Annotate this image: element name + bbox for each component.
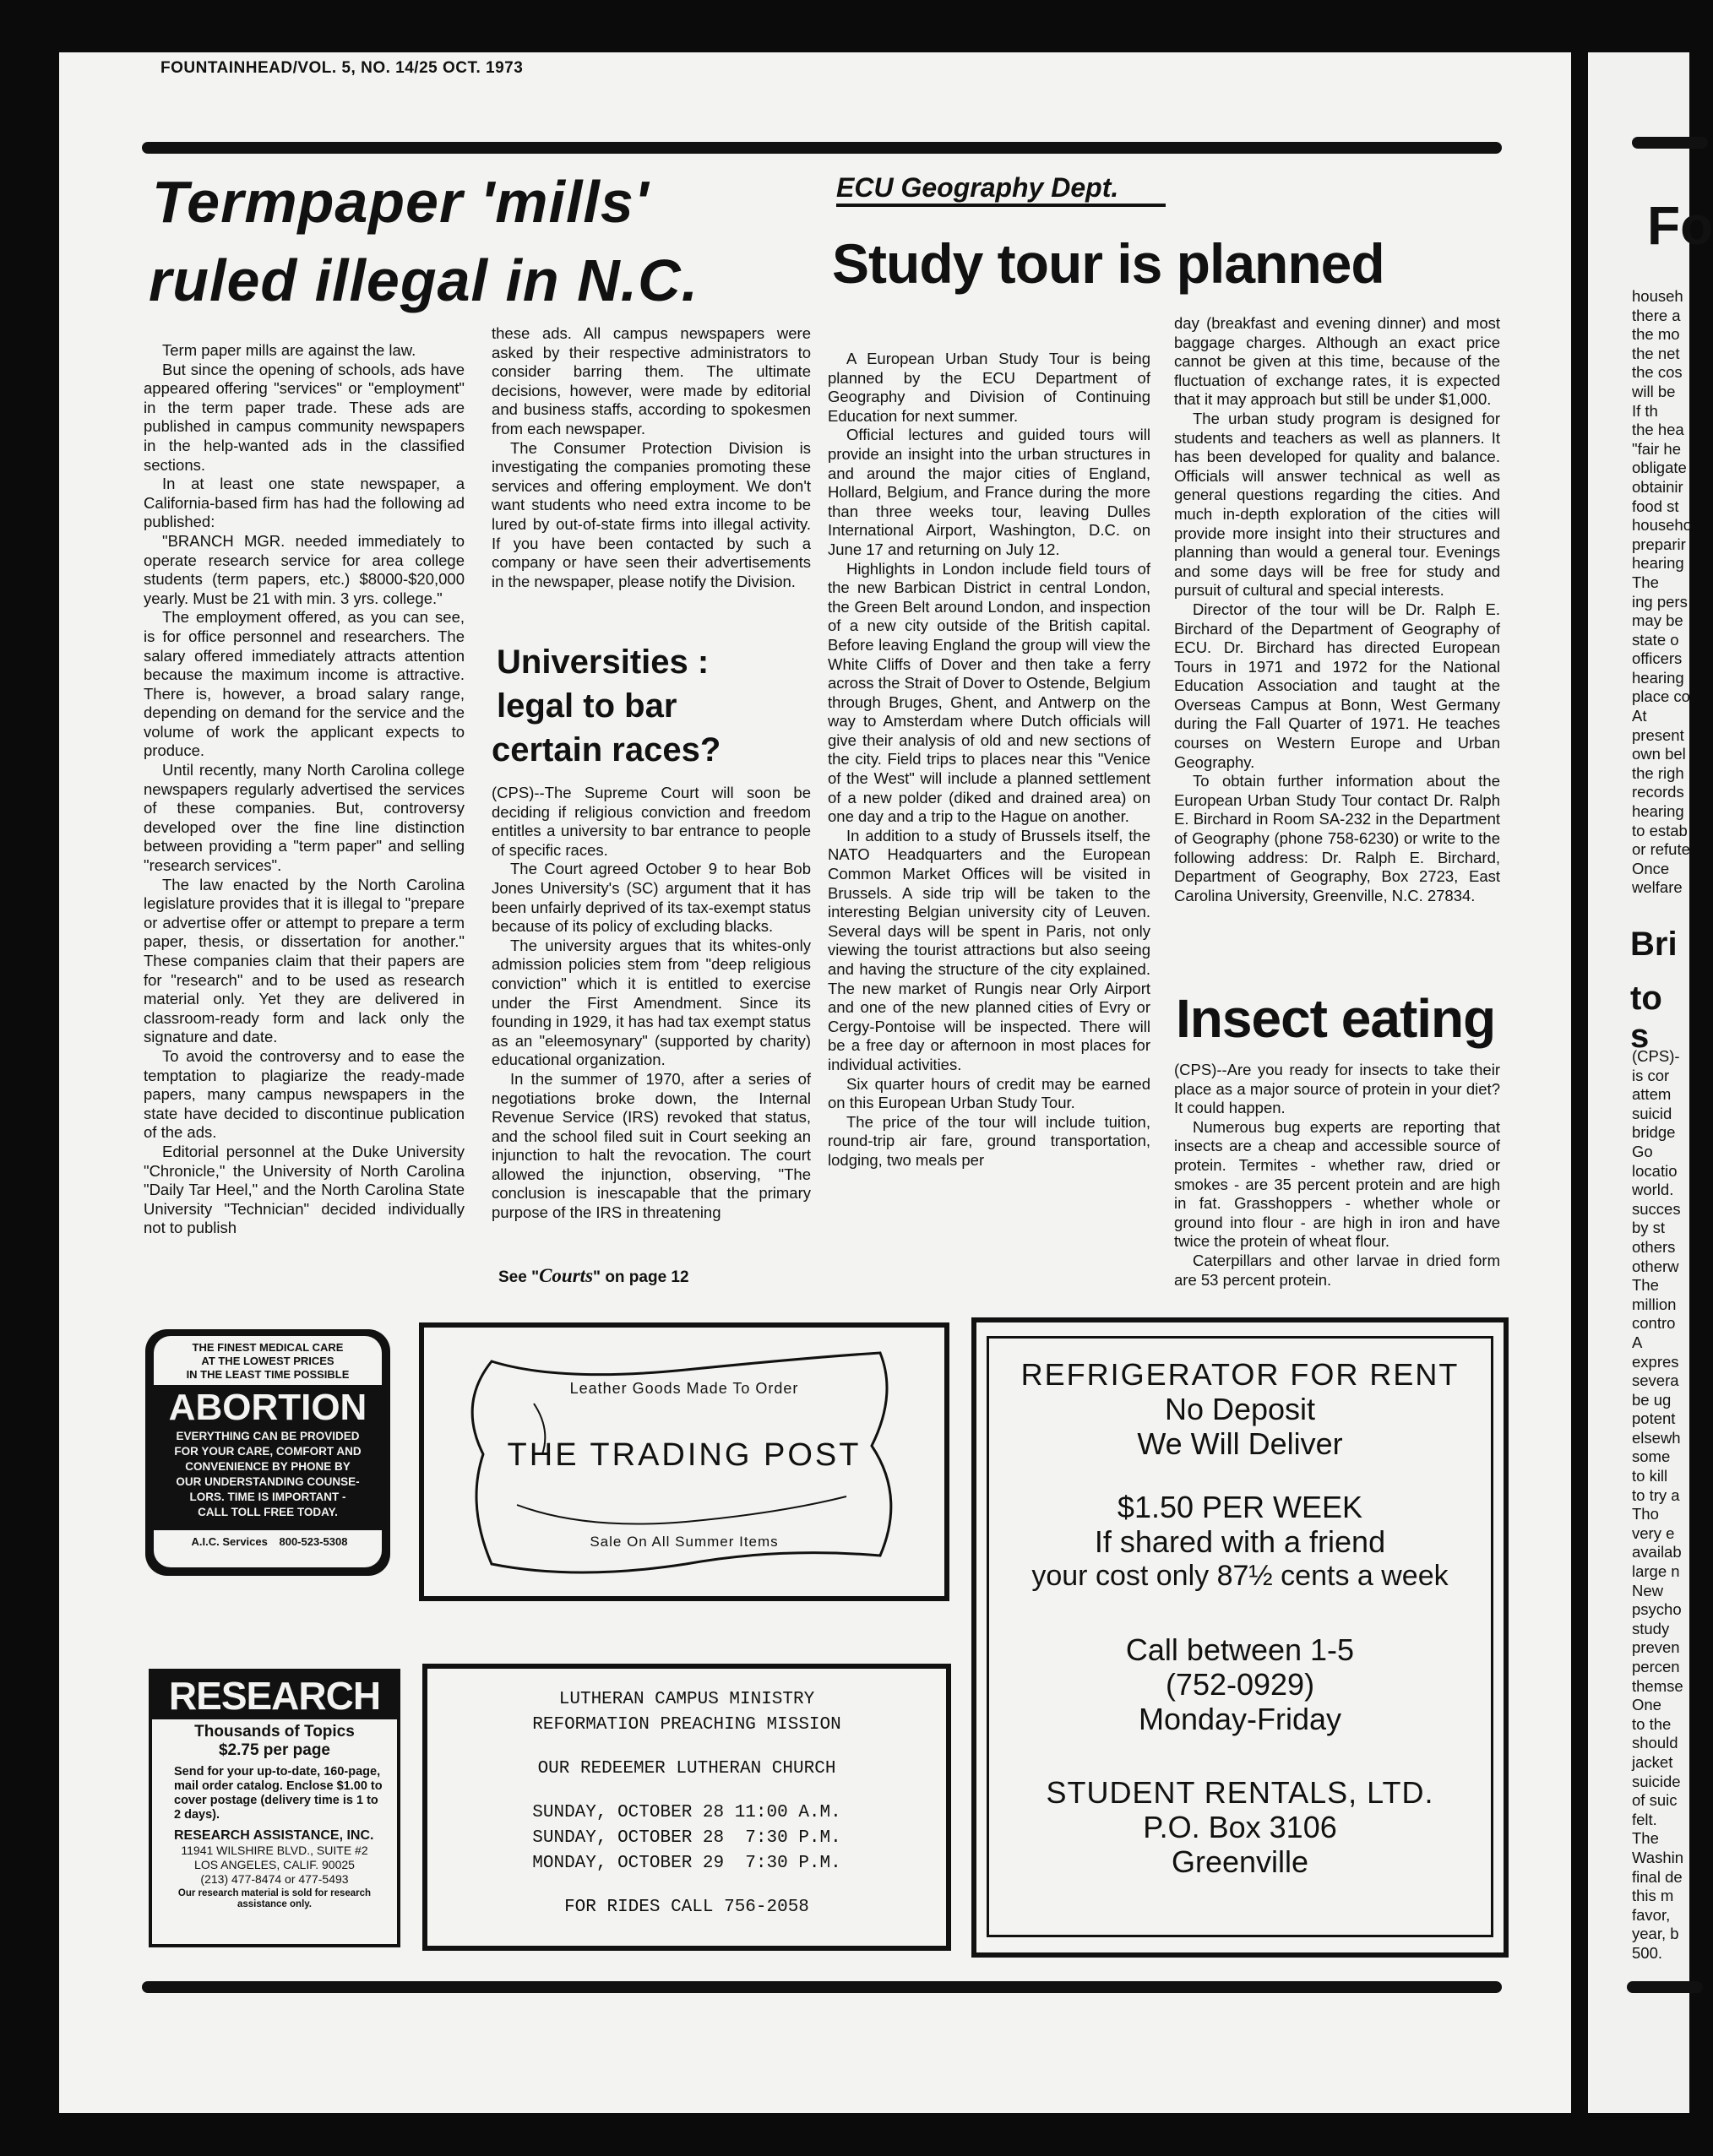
fridge-line-7: Call between 1-5 bbox=[1125, 1632, 1355, 1667]
right-column-line: the hea bbox=[1632, 421, 1684, 439]
jump-see: See " bbox=[498, 1268, 540, 1286]
article-paragraph: But since the opening of schools, ads have appeared offering "services" or "employment" in the term paper trade. These ads are published in campus community newspapers in the help-wanted ads in the classified sections. bbox=[144, 360, 465, 474]
universities-column bbox=[492, 784, 811, 1223]
article-paragraph: day (breakfast and evening dinner) and most baggage charges. Although an exact price cannot be given at this time, because of the fluctuation of exchange rates, it is expected that it may approach but still be under $1,000. bbox=[1174, 314, 1500, 409]
insect-headline: Insect eating bbox=[1176, 988, 1496, 1049]
research-addr-2: LOS ANGELES, CALIF. 90025 bbox=[194, 1858, 355, 1871]
right-column-line: by st bbox=[1632, 1219, 1666, 1237]
right-column-line: the righ bbox=[1632, 763, 1684, 782]
lutheran-ad bbox=[422, 1664, 951, 1951]
trading-post-tagline: Leather Goods Made To Order bbox=[569, 1380, 799, 1397]
article-paragraph: In the summer of 1970, after a series of negotiations broke down, the Internal Revenue Service (IRS) revoked that status, and the school filed suit in Court seeking an injunction to halt the revocation. The court allowed the injunction, observing, "The conclusion is inescapable that the primary purpose of the IRS in threatening bbox=[492, 1069, 811, 1222]
article-paragraph: A European Urban Study Tour is being planned by the ECU Department of Geography and Division of Continuing Education for next summer. bbox=[828, 350, 1150, 425]
geography-headline: Study tour is planned bbox=[832, 232, 1384, 295]
fridge-line-12: Greenville bbox=[1171, 1844, 1309, 1879]
right-column-line: records bbox=[1632, 783, 1684, 801]
right-column-line: succes bbox=[1632, 1199, 1681, 1218]
termpaper-headline-1: Termpaper 'mills' bbox=[152, 169, 650, 235]
right-subhead-2: to s bbox=[1630, 980, 1662, 1055]
article-paragraph: The urban study program is designed for students and teachers as well as planners. It has been developed for quality and balance. Officials will answer technical as well as general questions regarding the cities. And much in-depth exploration of the cities will provide more insight into their structures and planning than would a general tour. Evenings and some days will be free for study and pursuit of cultural and special interests. bbox=[1174, 409, 1500, 600]
universities-headline-3: certain races? bbox=[492, 731, 721, 768]
geography-column-1 bbox=[828, 350, 1150, 1170]
article-paragraph: The Consumer Protection Division is investigating the companies promoting these services and offering employment. We don't want students who need extra income to be lured by out-of-state firms into illegal activity. If you have been contacted by such a company or have seen their advertisements in the newspaper, please notify the Division. bbox=[492, 438, 811, 590]
jump-page: " on page 12 bbox=[593, 1268, 689, 1286]
right-column-line: present bbox=[1632, 725, 1684, 744]
article-paragraph: Director of the tour will be Dr. Ralph E. Birchard of the Department of Geography of ECU. Dr. Birchard has directed European Tours in 1971 and 1972 for the National Education Association and taught at the Overseas Campus at Bonn, West Germany during the Fall Quarter of 1971. He teaches courses on Western Europe and Urban Geography. bbox=[1174, 600, 1500, 771]
abortion-top-2: AT THE LOWEST PRICES bbox=[201, 1355, 334, 1367]
right-column-line: some bbox=[1632, 1447, 1671, 1466]
abortion-top-3: IN THE LEAST TIME POSSIBLE bbox=[186, 1368, 350, 1381]
right-column-line: The bbox=[1632, 1276, 1659, 1295]
right-column-line: hearing bbox=[1632, 802, 1684, 821]
right-column-line: ing pers bbox=[1632, 592, 1688, 611]
right-column-line: the net bbox=[1632, 344, 1680, 362]
research-title: RESEARCH bbox=[152, 1672, 397, 1719]
right-column-line: officers bbox=[1632, 649, 1683, 668]
fridge-line-9: Monday-Friday bbox=[1138, 1702, 1342, 1736]
right-column-line: The bbox=[1632, 573, 1659, 591]
abortion-footer-phone: 800-523-5308 bbox=[279, 1535, 348, 1548]
right-column-line: suicid bbox=[1632, 1104, 1672, 1122]
article-paragraph: The employment offered, as you can see, is for office personnel and researchers. The salary offered immediately attracts attention because the maximum income is attractive. There is, however, a broad salary range, depending on demand for the service and the volume of work the applicant expects to produce. bbox=[144, 608, 465, 760]
right-column-line: "fair he bbox=[1632, 439, 1681, 458]
right-bottom-rule bbox=[1627, 1981, 1703, 1993]
right-column-line: househo bbox=[1632, 516, 1692, 535]
fridge-line-3: We Will Deliver bbox=[1137, 1426, 1343, 1461]
abortion-line: OUR UNDERSTANDING COUNSE- bbox=[176, 1475, 360, 1488]
right-column-line: Tho bbox=[1632, 1505, 1659, 1523]
right-subhead-1: Bri bbox=[1630, 926, 1678, 963]
right-column-line: contro bbox=[1632, 1314, 1676, 1333]
article-paragraph: In addition to a study of Brussels itself, the NATO Headquarters and the European Common Market Offices will be visited in Brussels. A side trip will be taken to the interesting Belgian university city of Leuven. Several days will be spent in Paris, not only viewing the tourist attractions but also seeing and having the structure of the city explained. The new market of Rungis near Orly Airport and one of the new planned cities of Evry or Cergy-Pontoise will be inspected. There will be a free day or afternoon in most places for individual activities. bbox=[828, 826, 1150, 1073]
right-column-line: availab bbox=[1632, 1543, 1682, 1561]
fridge-line-10: STUDENT RENTALS, LTD. bbox=[1046, 1775, 1434, 1810]
right-column-line: place co bbox=[1632, 687, 1690, 706]
right-column-line: welfare bbox=[1632, 878, 1683, 897]
abortion-line: LORS. TIME IS IMPORTANT - bbox=[189, 1491, 346, 1503]
right-column-line: should bbox=[1632, 1734, 1678, 1752]
right-column-line: state o bbox=[1632, 630, 1679, 649]
right-column-line: 500. bbox=[1632, 1943, 1663, 1962]
article-paragraph: The Court agreed October 9 to hear Bob Jones University's (SC) argument that it has been unfairly deprived of its tax-exempt status because of its policy of excluding blacks. bbox=[492, 860, 811, 936]
research-ad bbox=[149, 1669, 400, 1947]
right-column-line: New bbox=[1632, 1581, 1664, 1599]
abortion-footer bbox=[162, 1535, 377, 1548]
article-paragraph: In at least one state newspaper, a California-based firm has had the following ad published: bbox=[144, 475, 465, 531]
right-column-line: attem bbox=[1632, 1085, 1672, 1104]
right-column-line: obligate bbox=[1632, 459, 1687, 477]
right-headline-fragment: Fo bbox=[1647, 195, 1713, 256]
right-column-line: there a bbox=[1632, 306, 1681, 324]
right-column-line: preparir bbox=[1632, 535, 1686, 553]
article-paragraph: Editorial personnel at the Duke University "Chronicle," the University of North Carolina "Daily Tar Heel," and the North Carolina State University "Technician" decided individually not to publish bbox=[144, 1142, 465, 1237]
right-column-line: If th bbox=[1632, 401, 1658, 420]
right-column-line: psycho bbox=[1632, 1600, 1682, 1619]
article-paragraph: "BRANCH MGR. needed immediately to operate research service for area college students (term papers, etc.) $8000-$20,000 yearly. Must be 21 with min. 3 yrs. college." bbox=[144, 531, 465, 607]
lutheran-line-2: REFORMATION PREACHING MISSION bbox=[532, 1715, 841, 1735]
right-column-line: will be bbox=[1632, 382, 1676, 400]
right-top-rule bbox=[1632, 137, 1708, 149]
insect-column bbox=[1174, 1061, 1500, 1290]
article-paragraph: Highlights in London include field tours of the new Barbican District in central London, the Green Belt around London, and inspection of a new city outside of the British capital. Before leaving England the group will view the White Cliffs of Dover and then take a ferry across the Strait of Dover to Ostende, Belgium through Bruges, Ghent, and Antwerp on the way to Amsterdam where Dutch officials will give their analysis of old and new sections of the city. Field trips to places near this "Venice of the West" will include a planned settlement of a new polder (diked and drained area) on one day and a trip to the Hague on another. bbox=[828, 559, 1150, 826]
top-rule bbox=[142, 142, 1502, 154]
right-column-line: percen bbox=[1632, 1658, 1680, 1675]
right-column-line: otherw bbox=[1632, 1257, 1679, 1275]
right-column-line: hearing bbox=[1632, 668, 1684, 687]
article-paragraph: these ads. All campus newspapers were asked by their respective administrators to consider barring them. The ultimate decisions, however, were made by editorial and business staffs, according to spokesmen from each newspaper. bbox=[492, 324, 811, 437]
article-paragraph: Until recently, many North Carolina college newspapers regularly advertised the services of these companies. But, controversy developed over the fine line distinction between providing a "term paper" and selling "research services". bbox=[144, 761, 465, 875]
right-column-line: or refute bbox=[1632, 840, 1690, 859]
lutheran-service-2: SUNDAY, OCTOBER 28 7:30 P.M. bbox=[532, 1828, 841, 1848]
right-column-line: may be bbox=[1632, 611, 1683, 630]
right-column-line: be ug bbox=[1632, 1390, 1672, 1409]
bottom-rule bbox=[142, 1981, 1502, 1993]
research-desc: Send for your up-to-date, 160-page, mail order catalog. Enclose $1.00 to cover postage (delivery time is 1 to 2 days). bbox=[174, 1765, 383, 1822]
trading-post-ad bbox=[419, 1322, 949, 1601]
article-paragraph: To obtain further information about the European Urban Study Tour contact Dr. Ralph E. Birchard in Room SA-232 in the Department of Geography (phone 758-6230) or write to the following address: Dr. Ralph E. Birchard, Department of Geography, Box 2723, East Carolina University, Greenville, N.C. 27834. bbox=[1174, 772, 1500, 904]
fridge-line-1: REFRIGERATOR FOR RENT bbox=[1020, 1357, 1460, 1392]
fridge-line-6: your cost only 87½ cents a week bbox=[1031, 1560, 1449, 1592]
right-column-line: potent bbox=[1632, 1409, 1676, 1428]
right-column-line: elsewh bbox=[1632, 1428, 1681, 1447]
article-paragraph: (CPS)--Are you ready for insects to take their place as a major source of protein in your diet? It could happen. bbox=[1174, 1061, 1500, 1117]
right-column-line: is cor bbox=[1632, 1066, 1670, 1084]
right-column-line: of suic bbox=[1632, 1791, 1678, 1810]
right-column-line: A bbox=[1632, 1333, 1643, 1351]
abortion-footer-name: A.I.C. Services bbox=[191, 1535, 268, 1548]
lutheran-rides: FOR RIDES CALL 756-2058 bbox=[564, 1898, 809, 1917]
right-column-line: favor, bbox=[1632, 1905, 1671, 1924]
abortion-title: ABORTION bbox=[168, 1387, 367, 1428]
abortion-line: CALL TOLL FREE TODAY. bbox=[198, 1506, 338, 1518]
lutheran-service-3: MONDAY, OCTOBER 29 7:30 P.M. bbox=[532, 1854, 841, 1873]
right-column-line: (CPS)- bbox=[1632, 1047, 1680, 1065]
fridge-line-8: (752-0929) bbox=[1165, 1667, 1315, 1702]
abortion-ad bbox=[145, 1329, 390, 1576]
research-company: RESEARCH ASSISTANCE, INC. bbox=[174, 1828, 374, 1843]
right-column-line: themse bbox=[1632, 1676, 1683, 1695]
right-column-line: others bbox=[1632, 1237, 1676, 1256]
right-column-line: to kill bbox=[1632, 1467, 1668, 1485]
research-price: $2.75 per page bbox=[218, 1741, 331, 1759]
abortion-top-1: THE FINEST MEDICAL CARE bbox=[192, 1341, 344, 1354]
right-column-line: the mo bbox=[1632, 325, 1680, 344]
right-column-line: the cos bbox=[1632, 363, 1683, 382]
right-column-line: to try a bbox=[1632, 1485, 1680, 1504]
right-column-line: bridge bbox=[1632, 1123, 1676, 1142]
research-addr-1: 11941 WILSHIRE BLVD., SUITE #2 bbox=[181, 1844, 368, 1857]
geography-column-2 bbox=[1174, 314, 1500, 905]
right-column-line: to the bbox=[1632, 1714, 1672, 1733]
fridge-line-4: $1.50 PER WEEK bbox=[1117, 1490, 1363, 1524]
abortion-body bbox=[154, 1429, 382, 1520]
right-column-line: locatio bbox=[1632, 1161, 1678, 1180]
universities-headline-2: legal to bar bbox=[497, 687, 677, 725]
article-paragraph: Six quarter hours of credit may be earned on this European Urban Study Tour. bbox=[828, 1074, 1150, 1112]
article-paragraph: The university argues that its whites-only admission policies stem from "deep religious conviction" which it is entitled to exercise under the First Amendment. Since its founding in 1929, it has had tax exempt status as an "eleemosynary" (supported by charity) educational organization. bbox=[492, 936, 811, 1069]
right-column-line: million bbox=[1632, 1295, 1677, 1313]
right-column-bottom bbox=[1632, 1047, 1699, 1963]
article-paragraph: The price of the tour will include tuition, round-trip air fare, ground transportation, lodging, two meals per bbox=[828, 1112, 1150, 1169]
article-paragraph: Numerous bug experts are reporting that insects are a cheap and accessible source of protein. Termites - whether raw, dried or smokes - are 35 percent protein and are high in fat. Grasshoppers - whether whole or ground into flour - are high in iron and have twice the protein of wheat flour. bbox=[1174, 1117, 1500, 1251]
abortion-line: EVERYTHING CAN BE PROVIDED bbox=[176, 1430, 360, 1442]
right-column-line: Washin bbox=[1632, 1848, 1684, 1866]
right-column-line: severa bbox=[1632, 1371, 1679, 1390]
right-column-line: obtainir bbox=[1632, 477, 1683, 496]
lutheran-service-1: SUNDAY, OCTOBER 28 11:00 A.M. bbox=[532, 1803, 841, 1822]
article-paragraph: (CPS)--The Supreme Court will soon be deciding if religious conviction and freedom entitles a university to bar entrance to people of specific races. bbox=[492, 784, 811, 859]
right-column-line: suicide bbox=[1632, 1772, 1681, 1790]
termpaper-headline-2: ruled illegal in N.C. bbox=[149, 247, 699, 313]
right-column-line: world. bbox=[1632, 1181, 1674, 1199]
abortion-line: CONVENIENCE BY PHONE BY bbox=[185, 1460, 351, 1473]
right-column-line: to estab bbox=[1632, 821, 1688, 839]
jump-word: Courts bbox=[539, 1265, 594, 1286]
right-column-line: large n bbox=[1632, 1562, 1680, 1581]
fridge-line-5: If shared with a friend bbox=[1094, 1524, 1386, 1559]
lutheran-line-1: LUTHERAN CAMPUS MINISTRY bbox=[558, 1690, 815, 1709]
termpaper-column-1 bbox=[144, 341, 465, 1238]
trading-post-name: THE TRADING POST bbox=[507, 1437, 862, 1473]
right-column-line: expres bbox=[1632, 1352, 1679, 1371]
abortion-line: FOR YOUR CARE, COMFORT AND bbox=[174, 1445, 362, 1458]
refrigerator-ad bbox=[971, 1317, 1509, 1958]
right-column-line: year, b bbox=[1632, 1925, 1679, 1943]
right-column-line: jacket bbox=[1632, 1752, 1673, 1771]
right-column-top bbox=[1632, 287, 1699, 898]
research-phone: (213) 477-8474 or 477-5493 bbox=[200, 1872, 349, 1886]
research-note: Our research material is sold for research assistance only. bbox=[177, 1888, 372, 1909]
right-column-line: The bbox=[1632, 1829, 1659, 1848]
fridge-line-11: P.O. Box 3106 bbox=[1143, 1810, 1337, 1844]
trading-post-sale: Sale On All Summer Items bbox=[590, 1534, 779, 1550]
right-column-line: Go bbox=[1632, 1142, 1653, 1160]
universities-headline-1: Universities : bbox=[497, 644, 710, 681]
article-paragraph: Caterpillars and other larvae in dried form are 53 percent protein. bbox=[1174, 1251, 1500, 1289]
right-column-line: this m bbox=[1632, 1887, 1674, 1905]
right-column-line: felt. bbox=[1632, 1810, 1657, 1828]
article-paragraph: Official lectures and guided tours will provide an insight into the urban structures in and around the major cities of England, Hollard, Belgium, and France during the more than three weeks tour, leaving Dulles International Airport, Washington, D.C. on June 17 and returning on July 12. bbox=[828, 426, 1150, 558]
geography-kicker: ECU Geography Dept. bbox=[836, 172, 1166, 207]
termpaper-column-2 bbox=[492, 324, 811, 591]
right-column-line: food st bbox=[1632, 497, 1679, 515]
research-topics: Thousands of Topics bbox=[194, 1723, 355, 1741]
right-column-line: very e bbox=[1632, 1523, 1675, 1542]
article-paragraph: Term paper mills are against the law. bbox=[162, 341, 416, 359]
right-column-line: One bbox=[1632, 1696, 1661, 1714]
right-column-line: study bbox=[1632, 1619, 1670, 1637]
masthead: FOUNTAINHEAD/VOL. 5, NO. 14/25 OCT. 1973 bbox=[160, 59, 524, 77]
article-paragraph: To avoid the controversy and to ease the temptation to plagiarize the ready-made papers, many campus newspapers in the state have decided to discontinue publication of the ads. bbox=[144, 1046, 465, 1142]
right-column-line: own bel bbox=[1632, 745, 1686, 763]
right-column-line: hearing bbox=[1632, 554, 1684, 573]
right-column-line: final de bbox=[1632, 1867, 1683, 1886]
article-paragraph: The law enacted by the North Carolina legislature provides that it is illegal to "prepare or advertise offer or attempt to prepare a term paper, thesis, or dissertation for another." These companies claim that their papers are for "research" and to be used as research material only. Yet they are delivered in classroom-ready form and lack only the signature and date. bbox=[144, 875, 465, 1046]
right-column-line: preven bbox=[1632, 1638, 1680, 1657]
courts-jump-line bbox=[498, 1265, 689, 1287]
lutheran-line-3: OUR REDEEMER LUTHERAN CHURCH bbox=[537, 1759, 836, 1779]
right-column-line: Once bbox=[1632, 859, 1670, 877]
fridge-line-2: No Deposit bbox=[1164, 1392, 1316, 1426]
right-column-line: At bbox=[1632, 707, 1647, 725]
right-column-line: househ bbox=[1632, 287, 1683, 305]
